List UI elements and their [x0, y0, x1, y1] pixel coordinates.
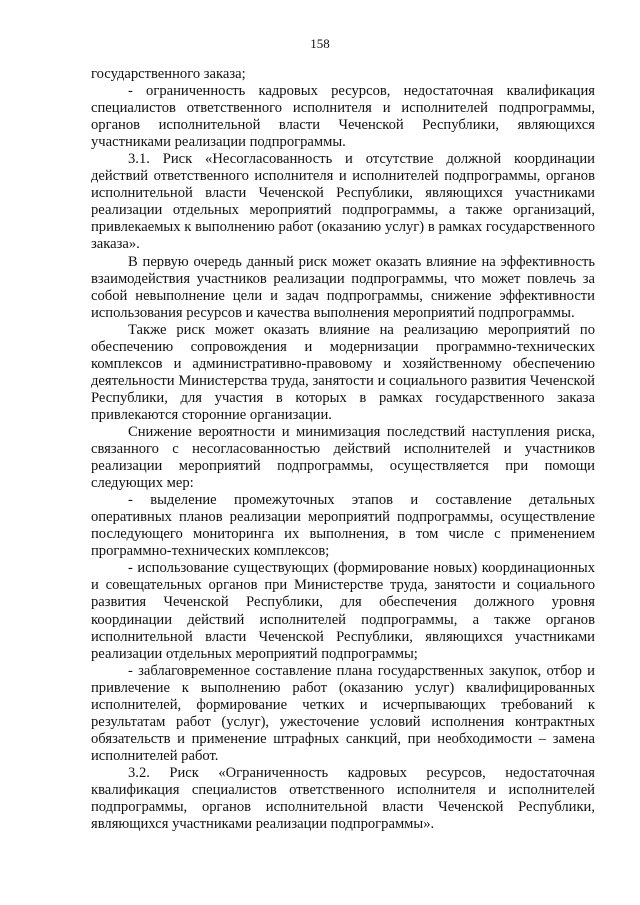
paragraph-mitigation-intro: Снижение вероятности и минимизация последствий наступления риска, связанного с несогласованностью действий исполнителей и участников реализации мероприятий подпрограммы, осуществляется при помощи следующих мер: — [91, 423, 595, 492]
risk-heading-3-1: 3.1. Риск «Несогласованность и отсутствие должной координации действий ответственного исполнителя и исполнителей подпрограммы, органов исполнительной власти Чеченской Республики, являющихся участниками реализации отдельных мероприятий подпрограммы, а также организаций, привлекаемых к выполнению работ (оказанию услуг) в рамках государственного заказа». — [91, 151, 595, 253]
list-item-coordination-bodies: - использование существующих (формирование новых) координационных и совещательных органов при Министерстве труда, занятости и социального развития Чеченской Республики, для обеспечения должного уровня координации действий исполнителей подпрограммы, а также органов исполнительной власти Чеченской Республики, являющихся участниками реализации отдельных мероприятий подпрограммы; — [91, 560, 595, 662]
page-number: 158 — [310, 36, 330, 51]
list-item-intermediate-stages: - выделение промежуточных этапов и составление детальных оперативных планов реализации мероприятий подпрограммы, осуществление последующего мониторинга их выполнения, в том числе с применением программно-технических комплексов; — [91, 492, 595, 560]
paragraph-risk-impact: В первую очередь данный риск может оказать влияние на эффективность взаимодействия участников реализации подпрограммы, что может повлечь за собой невыполнение цели и задач подпрограммы, снижение эффективности использования ресурсов и качества выполнения мероприятий подпрограммы. — [91, 253, 595, 321]
document-body — [91, 66, 595, 833]
paragraph-continuation: государственного заказа; — [91, 66, 246, 82]
list-item-staff-limitation: - ограниченность кадровых ресурсов, недостаточная квалификация специалистов ответственного исполнителя и исполнителей подпрограммы, органов исполнительной власти Чеченской Республики, являющихся участниками реализации подпрограммы. — [91, 83, 595, 151]
risk-heading-3-2: 3.2. Риск «Ограниченность кадровых ресурсов, недостаточная квалификация специалистов ответственного исполнителя и исполнителей подпрограммы, органов исполнительной власти Чеченской Республики, являющихся участниками реализации подпрограммы». — [91, 764, 595, 833]
paragraph-risk-influence: Также риск может оказать влияние на реализацию мероприятий по обеспечению сопровождения и модернизации программно-технических комплексов и административно-правовому и хозяйственному обеспечению деятельности Министерства труда, занятости и социального развития Чеченской Республики, для участия в которых в рамках государственного заказа привлекаются сторонние организации. — [91, 321, 595, 423]
list-item-procurement-plan: - заблаговременное составление плана государственных закупок, отбор и привлечение к выполнению работ (оказанию услуг) квалифицированных исполнителей, формирование четких и исчерпывающих требований к результатам работ (услуг), ужесточение условий исполнения контрактных обязательств и применение штрафных санкций, при необходимости – замена исполнителей работ. — [91, 662, 595, 764]
